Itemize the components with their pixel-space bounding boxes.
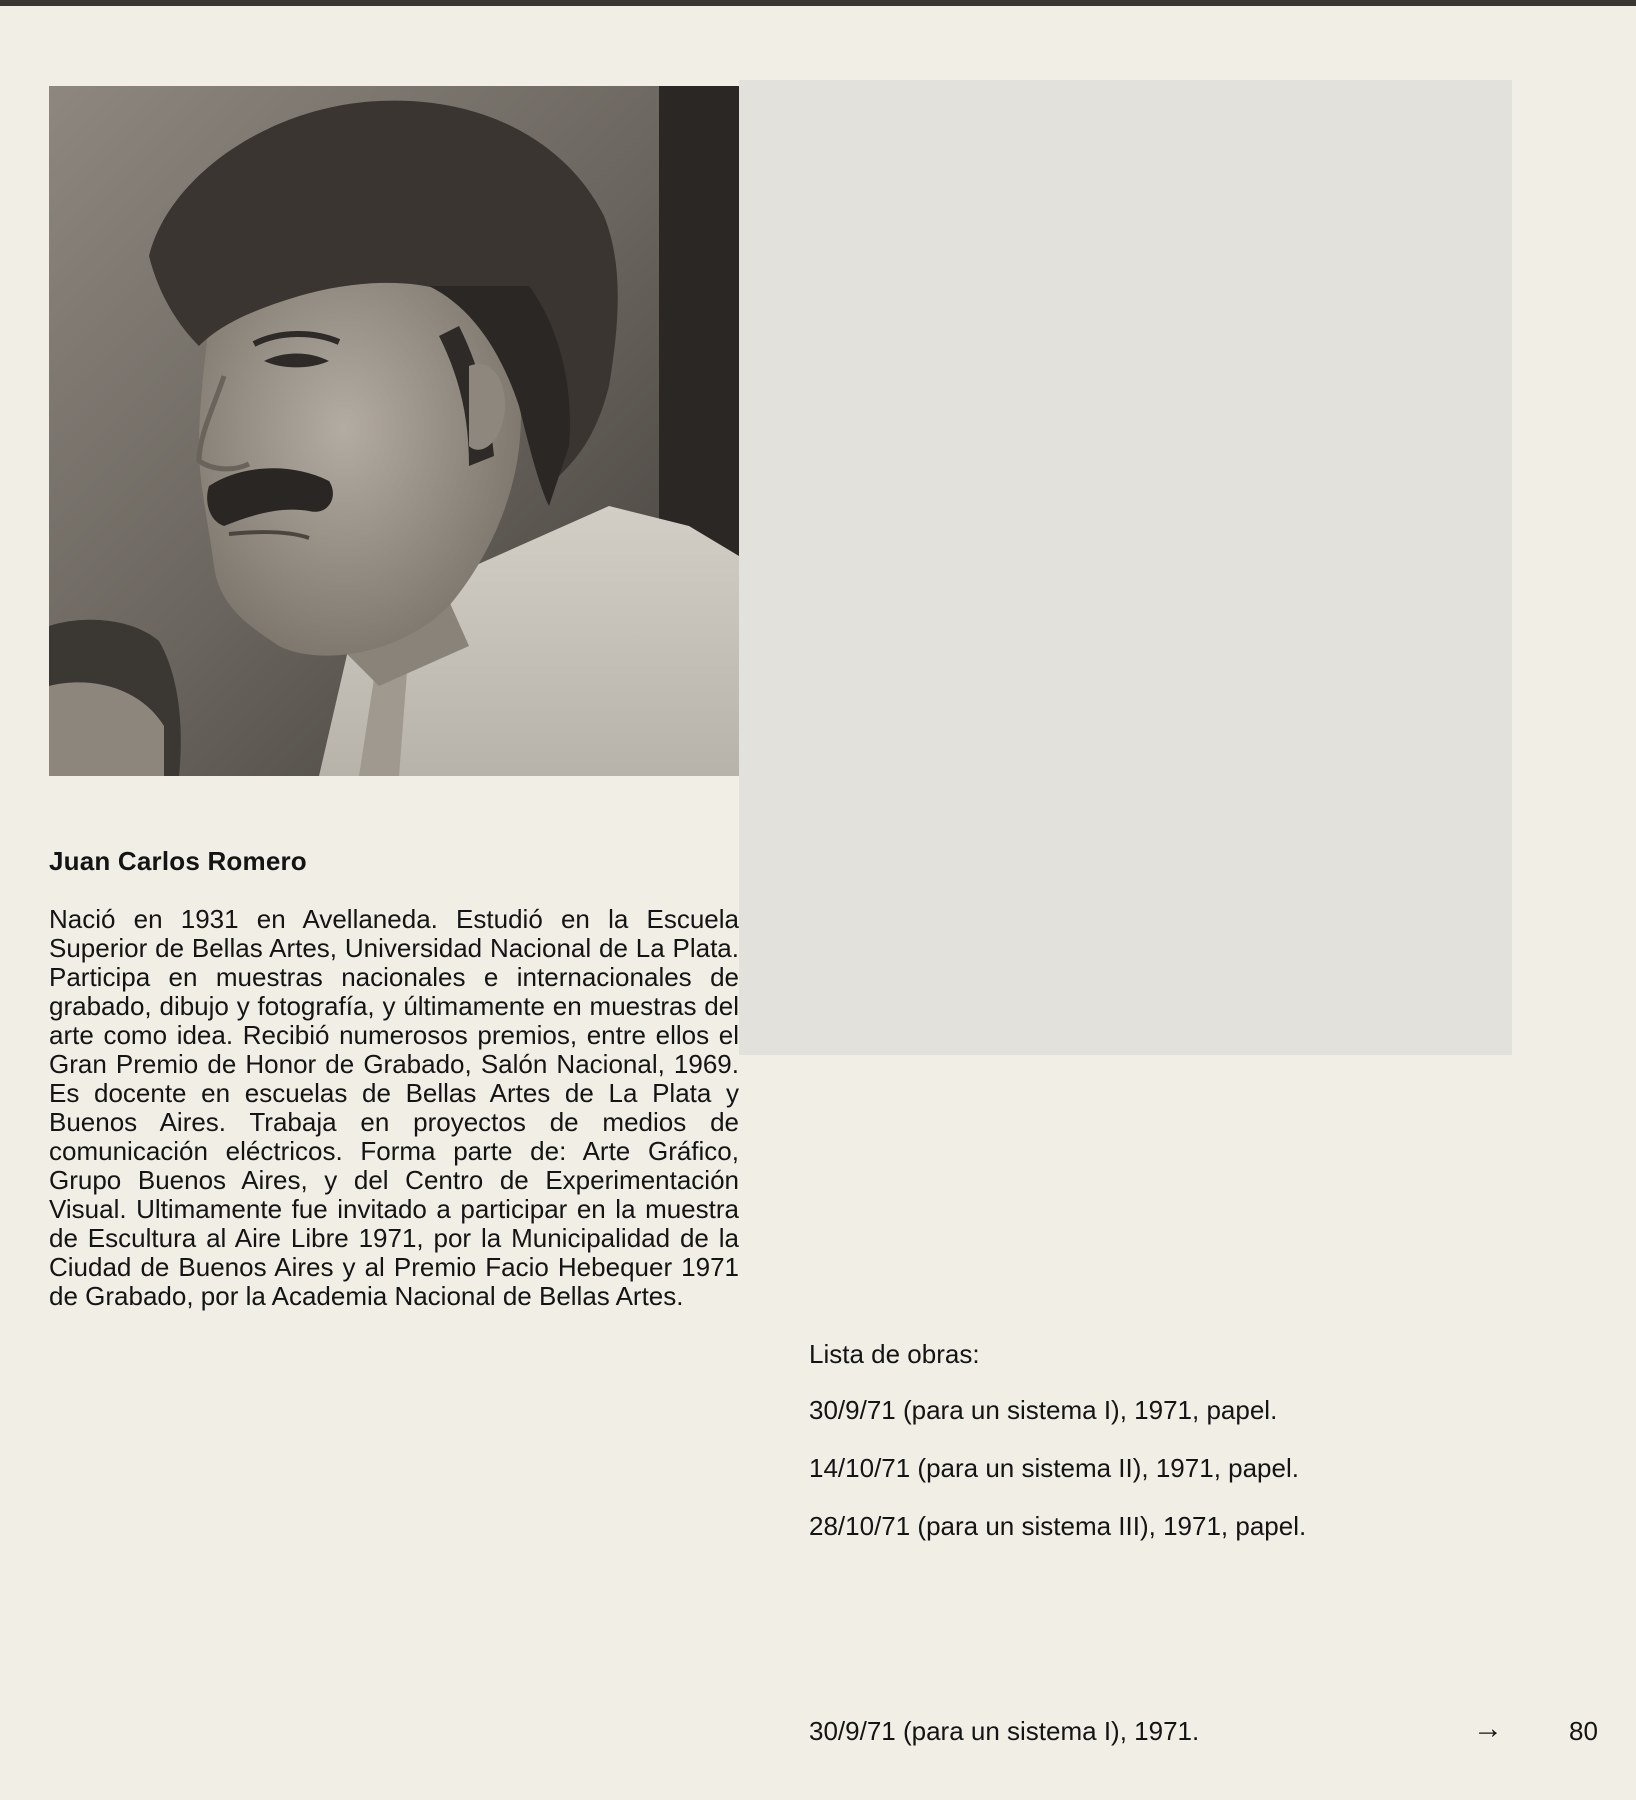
work-item: 28/10/71 (para un sistema III), 1971, papel. xyxy=(809,1511,1307,1541)
artist-biography: Nació en 1931 en Avellaneda. Estudió en la Escuela Superior de Bellas Artes, Universidad Nacional de La Plata. Participa en muestras nacionales e internacionales de grabado, dibujo y fotografía, y últimamente en muestras del arte como idea. Recibió numerosos premios, entre ellos el Gran Premio de Honor de Grabado, Salón Nacional, 1969. Es docente en escuelas de Bellas Artes de La Plata y Buenos Aires. Trabaja en proyectos de medios de comunicación eléctricos. Forma parte de: Arte Gráfico, Grupo Buenos Aires, y del Centro de Experimentación Visual. Ultimamente fue invitado a participar en la muestra de Escultura al Aire Libre 1971, por la Municipalidad de la Ciudad de Buenos Aires y al Premio Facio Hebequer 1971 de Grabado, por la Academia Nacional de Bellas Artes. xyxy=(49,904,739,1311)
work-item: 30/9/71 (para un sistema I), 1971, papel. xyxy=(809,1395,1278,1425)
right-arrow-icon: → xyxy=(1473,1712,1503,1745)
page-top-edge xyxy=(0,0,1636,6)
works-list xyxy=(809,1395,1469,1541)
works-list-title: Lista de obras: xyxy=(809,1339,980,1369)
work-item: 14/10/71 (para un sistema II), 1971, papel. xyxy=(809,1453,1299,1483)
works-section xyxy=(809,1339,1469,1569)
blank-grey-panel xyxy=(739,80,1512,1055)
page-number: 80 xyxy=(1569,1716,1598,1746)
figure-caption: 30/9/71 (para un sistema I), 1971. xyxy=(809,1716,1200,1746)
artist-portrait xyxy=(49,86,739,776)
artist-name: Juan Carlos Romero xyxy=(49,846,307,876)
